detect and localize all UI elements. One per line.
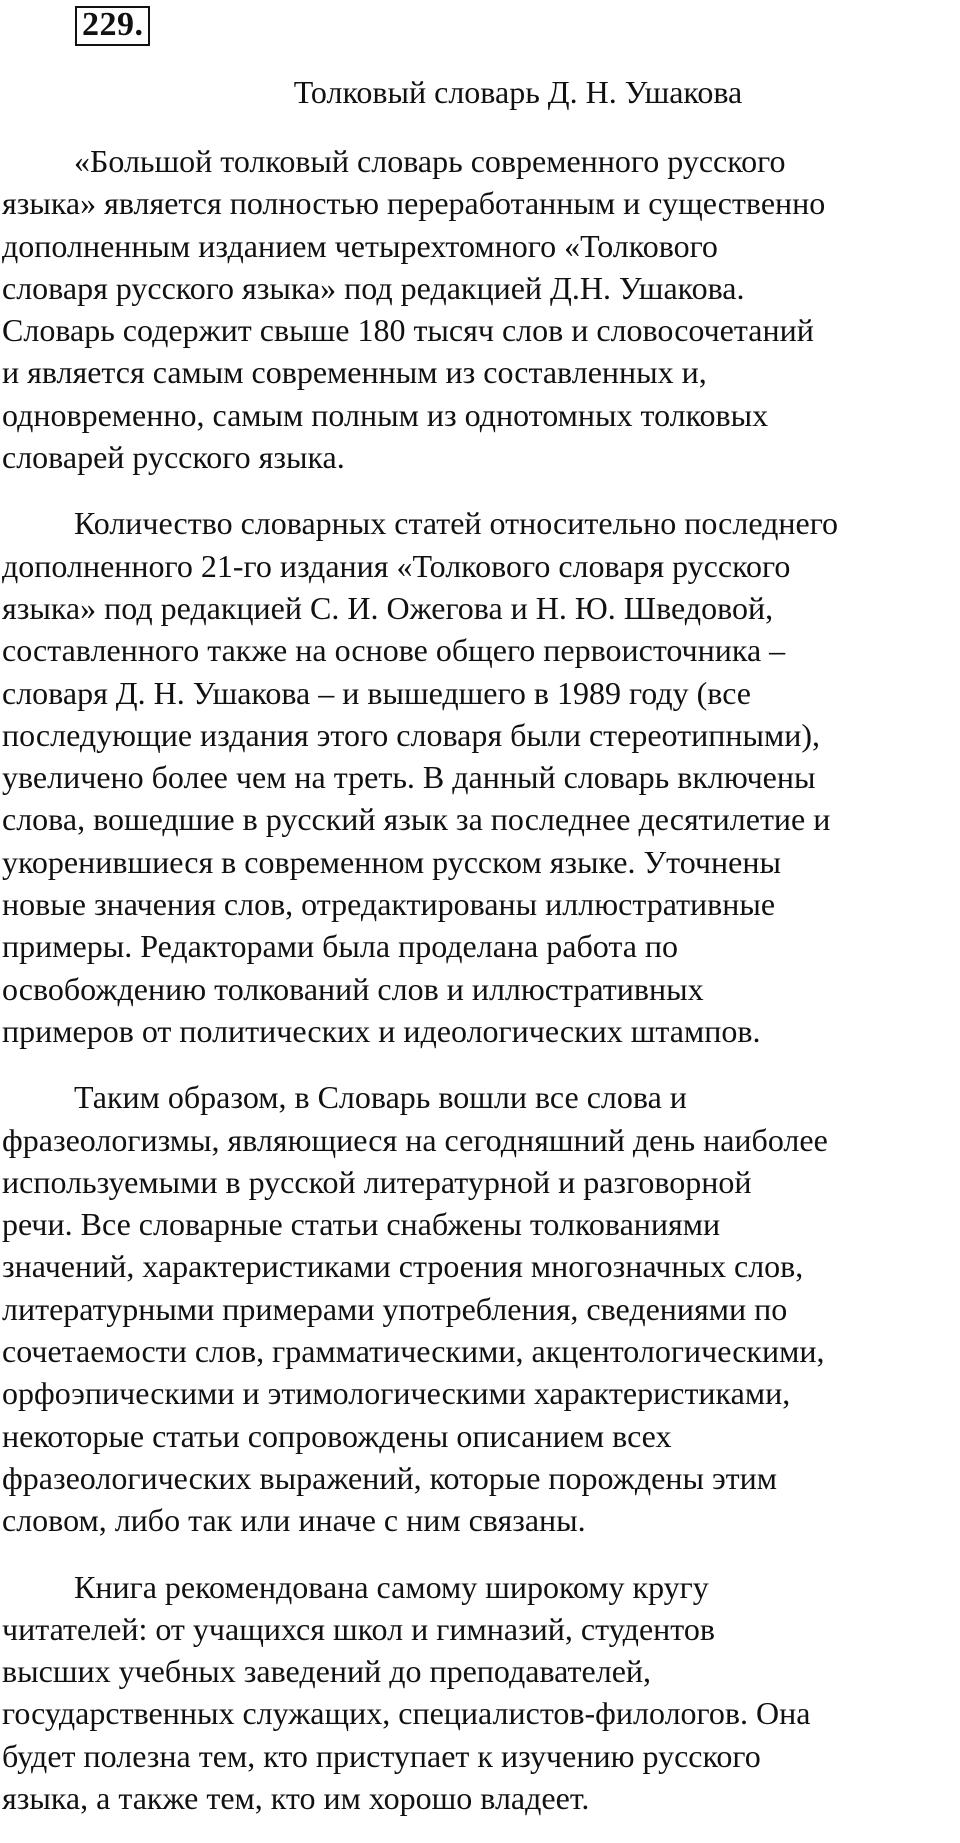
paragraph-1: «Большой толковый словарь современного русского языка» является полностью переработанным и существенно дополненным изданием четырехтомного «Толкового словаря русского языка» под редакцией Д.Н. Ушакова. Словарь содержит свыше 180 тысяч слов и словосочетаний и является самым современным из составленных и, одновременно, самым полным из однотомных толковых словарей русского языка. xyxy=(2,143,826,476)
paragraph-4: Книга рекомендована самому широкому кругу читателей: от учащихся школ и гимназий, студентов высших учебных заведений до преподавателей, государственных служащих, специалистов-филологов. Она будет полезна тем, кто приступает к изучению русского языка, а также тем, кто им хорошо владеет. xyxy=(2,1568,811,1816)
document-body xyxy=(2,140,957,1843)
paragraph-2: Количество словарных статей относительно последнего дополненного 21-го издания «Толкового словаря русского языка» под редакцией С. И. Ожегова и Н. Ю. Шведовой, составленного также на основе общего первоисточника – словаря Д. Н. Ушакова – и вышедшего в 1989 году (все последующие издания этого словаря были стереотипными), увеличено более чем на треть. В данный словарь включены слова, вошедшие в русский язык за последнее десятилетие и укоренившиеся в современном русском языке. Уточнены новые значения слов, отредактированы иллюстративные примеры. Редакторами была проделана работа по освобождению толкований слов и иллюстративных примеров от политических и идеологических штампов. xyxy=(2,505,839,1049)
document-title: Толковый словарь Д. Н. Ушакова xyxy=(293,74,743,110)
paragraph-3: Таким образом, в Словарь вошли все слова и фразеологизмы, являющиеся на сегодняшний день наиболее используемыми в русской литературной и разговорной речи. Все словарные статьи снабжены толкованиями значений, характеристиками строения многозначных слов, литературными примерами употребления, сведениями по сочетаемости слов, грамматическими, акцентологическими, орфоэпическими и этимологическими характеристиками, некоторые статьи сопровождены описанием всех фразеологических выражений, которые порождены этим словом, либо так или иначе с ним связаны. xyxy=(2,1079,828,1539)
exercise-number: 229. xyxy=(75,6,150,46)
